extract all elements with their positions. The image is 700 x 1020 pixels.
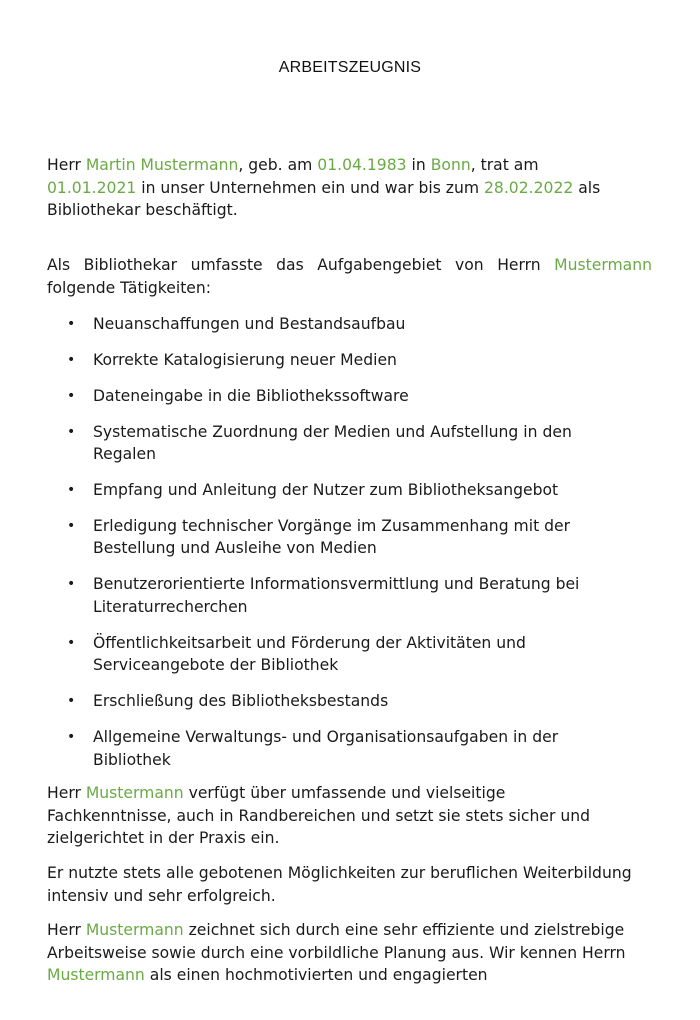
bullet-icon: • <box>67 423 76 440</box>
task-line: Serviceangebote der Bibliothek <box>93 656 339 675</box>
task-line: Systematische Zuordnung der Medien und Aufstellung in den <box>93 422 572 441</box>
task-line: Bibliothek <box>93 750 171 769</box>
knowledge-text: verfügt über umfassende und vielseitige <box>183 784 506 802</box>
start-date: 01.01.2021 <box>47 178 137 197</box>
task-item <box>47 385 647 408</box>
task-item <box>47 479 647 502</box>
bullet-icon: • <box>67 316 76 332</box>
task-item <box>47 349 647 372</box>
intro-text: als <box>573 178 601 197</box>
end-date: 28.02.2022 <box>484 178 574 197</box>
birth-date: 01.04.1983 <box>317 156 407 174</box>
training-paragraph <box>47 862 652 907</box>
workstyle-line-2: Arbeitsweise sowie durch eine vorbildliche Planung aus. Wir kennen Herrn <box>47 943 626 962</box>
intro-text: in unser Unternehmen ein und war bis zum <box>136 178 484 197</box>
workstyle-line-1 <box>47 919 652 942</box>
task-line: Neuanschaffungen und Bestandsaufbau <box>93 315 406 333</box>
knowledge-text: Herr <box>47 784 86 802</box>
task-line: Erledigung technischer Vorgänge im Zusammenhang mit der <box>93 516 571 535</box>
intro-text: , trat am <box>470 156 539 174</box>
task-line: Öffentlichkeitsarbeit und Förderung der Aktivitäten und <box>93 633 526 652</box>
task-line: Empfang und Anleitung der Nutzer zum Bibliotheksangebot <box>93 481 559 500</box>
task-line: Bestellung und Ausleihe von Medien <box>93 539 377 558</box>
knowledge-paragraph <box>47 782 652 850</box>
tasks-intro-paragraph <box>47 254 652 299</box>
tasks-intro-text: Als Bibliothekar umfasste das Aufgabengebiet von Herrn <box>47 256 555 274</box>
task-line: Erschließung des Bibliotheksbestands <box>93 692 389 711</box>
workstyle-text: Herr <box>47 921 86 939</box>
intro-text: in <box>406 156 431 174</box>
workstyle-text: als einen hochmotivierten und engagierten <box>144 966 488 984</box>
intro-paragraph <box>47 154 652 222</box>
task-item <box>47 421 647 466</box>
task-list <box>47 313 647 784</box>
task-line: Allgemeine Verwaltungs- und Organisationsaufgaben in der <box>93 728 559 747</box>
workstyle-line-3 <box>47 964 652 987</box>
intro-text: , geb. am <box>238 156 318 174</box>
bullet-icon: • <box>67 693 76 710</box>
task-item <box>47 515 647 560</box>
task-item <box>47 632 647 677</box>
task-line: Regalen <box>93 445 156 464</box>
training-line-2: intensiv und sehr erfolgreich. <box>47 886 276 905</box>
bullet-icon: • <box>67 634 76 651</box>
intro-text: Herr <box>47 156 86 174</box>
knowledge-line-1 <box>47 782 652 805</box>
bullet-icon: • <box>67 576 76 593</box>
task-line: Benutzerorientierte Informationsvermittlung und Beratung bei <box>93 575 580 594</box>
birth-place: Bonn <box>430 156 471 174</box>
workstyle-paragraph <box>47 919 652 987</box>
task-line: Dateneingabe in die Bibliothekssoftware <box>93 386 409 405</box>
tasks-intro-line-1 <box>47 254 652 277</box>
bullet-icon: • <box>67 351 76 368</box>
task-item <box>47 573 647 618</box>
employee-name: Martin Mustermann <box>85 156 239 174</box>
bullet-icon: • <box>67 482 76 499</box>
bullet-icon: • <box>67 517 76 534</box>
task-line: Korrekte Katalogisierung neuer Medien <box>93 350 397 369</box>
intro-line-2 <box>47 177 652 200</box>
employee-surname: Mustermann <box>554 256 652 274</box>
document-title: ARBEITSZEUGNIS <box>278 59 422 76</box>
employee-surname: Mustermann <box>47 966 145 984</box>
task-line: Literaturrecherchen <box>93 597 248 616</box>
employee-surname: Mustermann <box>85 921 184 939</box>
intro-line-3: Bibliothekar beschäftigt. <box>47 201 238 219</box>
tasks-intro-line-2: folgende Tätigkeiten: <box>47 278 212 297</box>
bullet-icon: • <box>67 387 76 404</box>
intro-line-1 <box>47 154 652 177</box>
task-item <box>47 313 647 336</box>
knowledge-line-3: zielgerichtet in der Praxis ein. <box>47 829 280 847</box>
task-item <box>47 726 647 771</box>
task-item <box>47 690 647 713</box>
training-line-1: Er nutzte stets alle gebotenen Möglichkeiten zur beruflichen Weiterbildung <box>47 864 632 882</box>
employee-surname: Mustermann <box>85 784 184 802</box>
bullet-icon: • <box>67 729 76 746</box>
knowledge-line-2: Fachkenntnisse, auch in Randbereichen und setzt sie stets sicher und <box>47 806 590 825</box>
workstyle-text: zeichnet sich durch eine sehr effiziente und zielstrebige <box>183 921 625 939</box>
